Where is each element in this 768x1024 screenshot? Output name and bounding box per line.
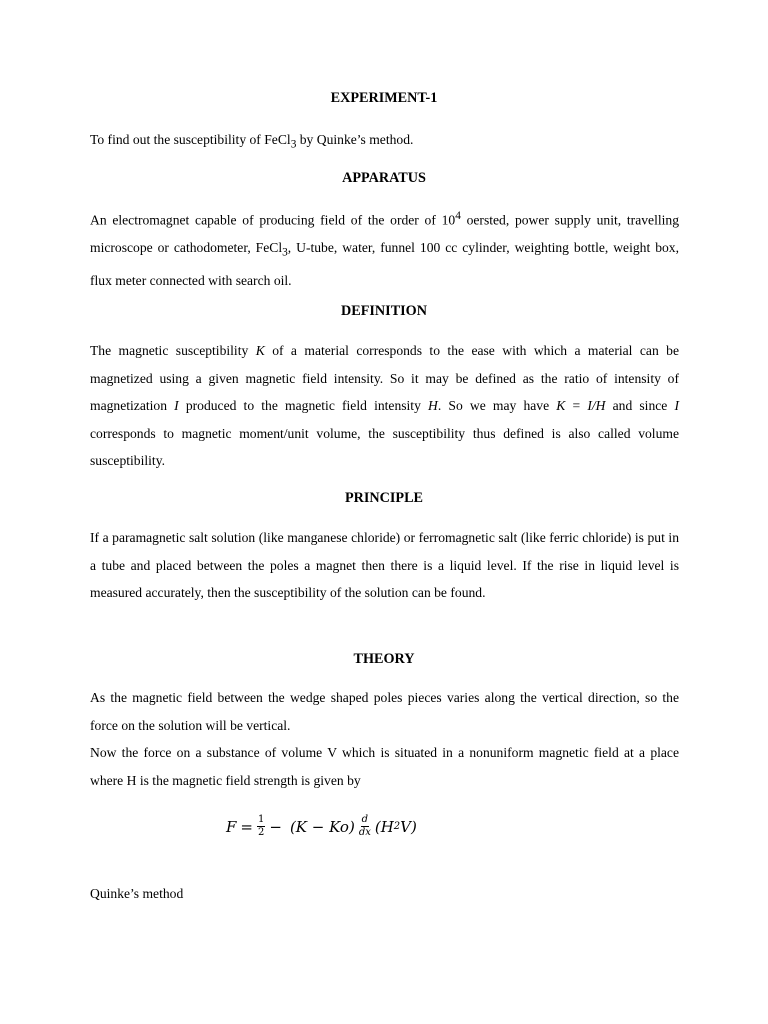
- principle-text: If a paramagnetic salt solution (like manganese chloride) or ferromagnetic salt (like ferric chloride) is put in a tube and placed between the poles a magnet then there is a liquid level. If the rise in liquid level is measured accurately, then the susceptibility of the solution can be found.: [90, 530, 679, 601]
- theory-paragraph-1: As the magnetic field between the wedge shaped poles pieces varies along the vertical direction, so the force on the solution will be vertical.: [90, 690, 679, 733]
- apparatus-text: An electromagnet capable of producing field of the order of $10^4$ oersted, power supply unit, travelling microscope or cathodometer, FeCl$_3$, U-tube, water, funnel 100 cc cylinder, weighting bottle, weight box, flux meter connected with search oil.: [90, 210, 679, 289]
- principle-heading: PRINCIPLE: [344, 490, 424, 506]
- theory-paragraph-2: Now the force on a substance of volume V which is situated in a nonuniform magnetic field at a place where H is the magnetic field strength is given by: [90, 745, 679, 788]
- apparatus-heading: APPARATUS: [342, 170, 426, 186]
- footer-text: Quinke’s method: [90, 886, 184, 901]
- theory-heading: THEORY: [353, 651, 415, 667]
- definition-text: The magnetic susceptibility K of a material corresponds to the ease with which a material can be magnetized using a given magnetic field intensity. So it may be defined as the ratio of intensity of magnetization I produced to the magnetic field intensity H. So we may have K = I/H and since I corresponds to magnetic moment/unit volume, the susceptibility thus defined is also called volume susceptibility.: [90, 343, 680, 469]
- definition-heading: DEFINITION: [341, 303, 427, 319]
- experiment-title: EXPERIMENT-1: [330, 90, 438, 106]
- aim-text: To find out the susceptibility of FeCl$_3$ by Quinke’s method.: [90, 132, 414, 151]
- force-formula: F = $\frac{1}{2}$ − (K − Ko) $\frac{d}{dx}$ (H 2 V): [226, 814, 417, 838]
